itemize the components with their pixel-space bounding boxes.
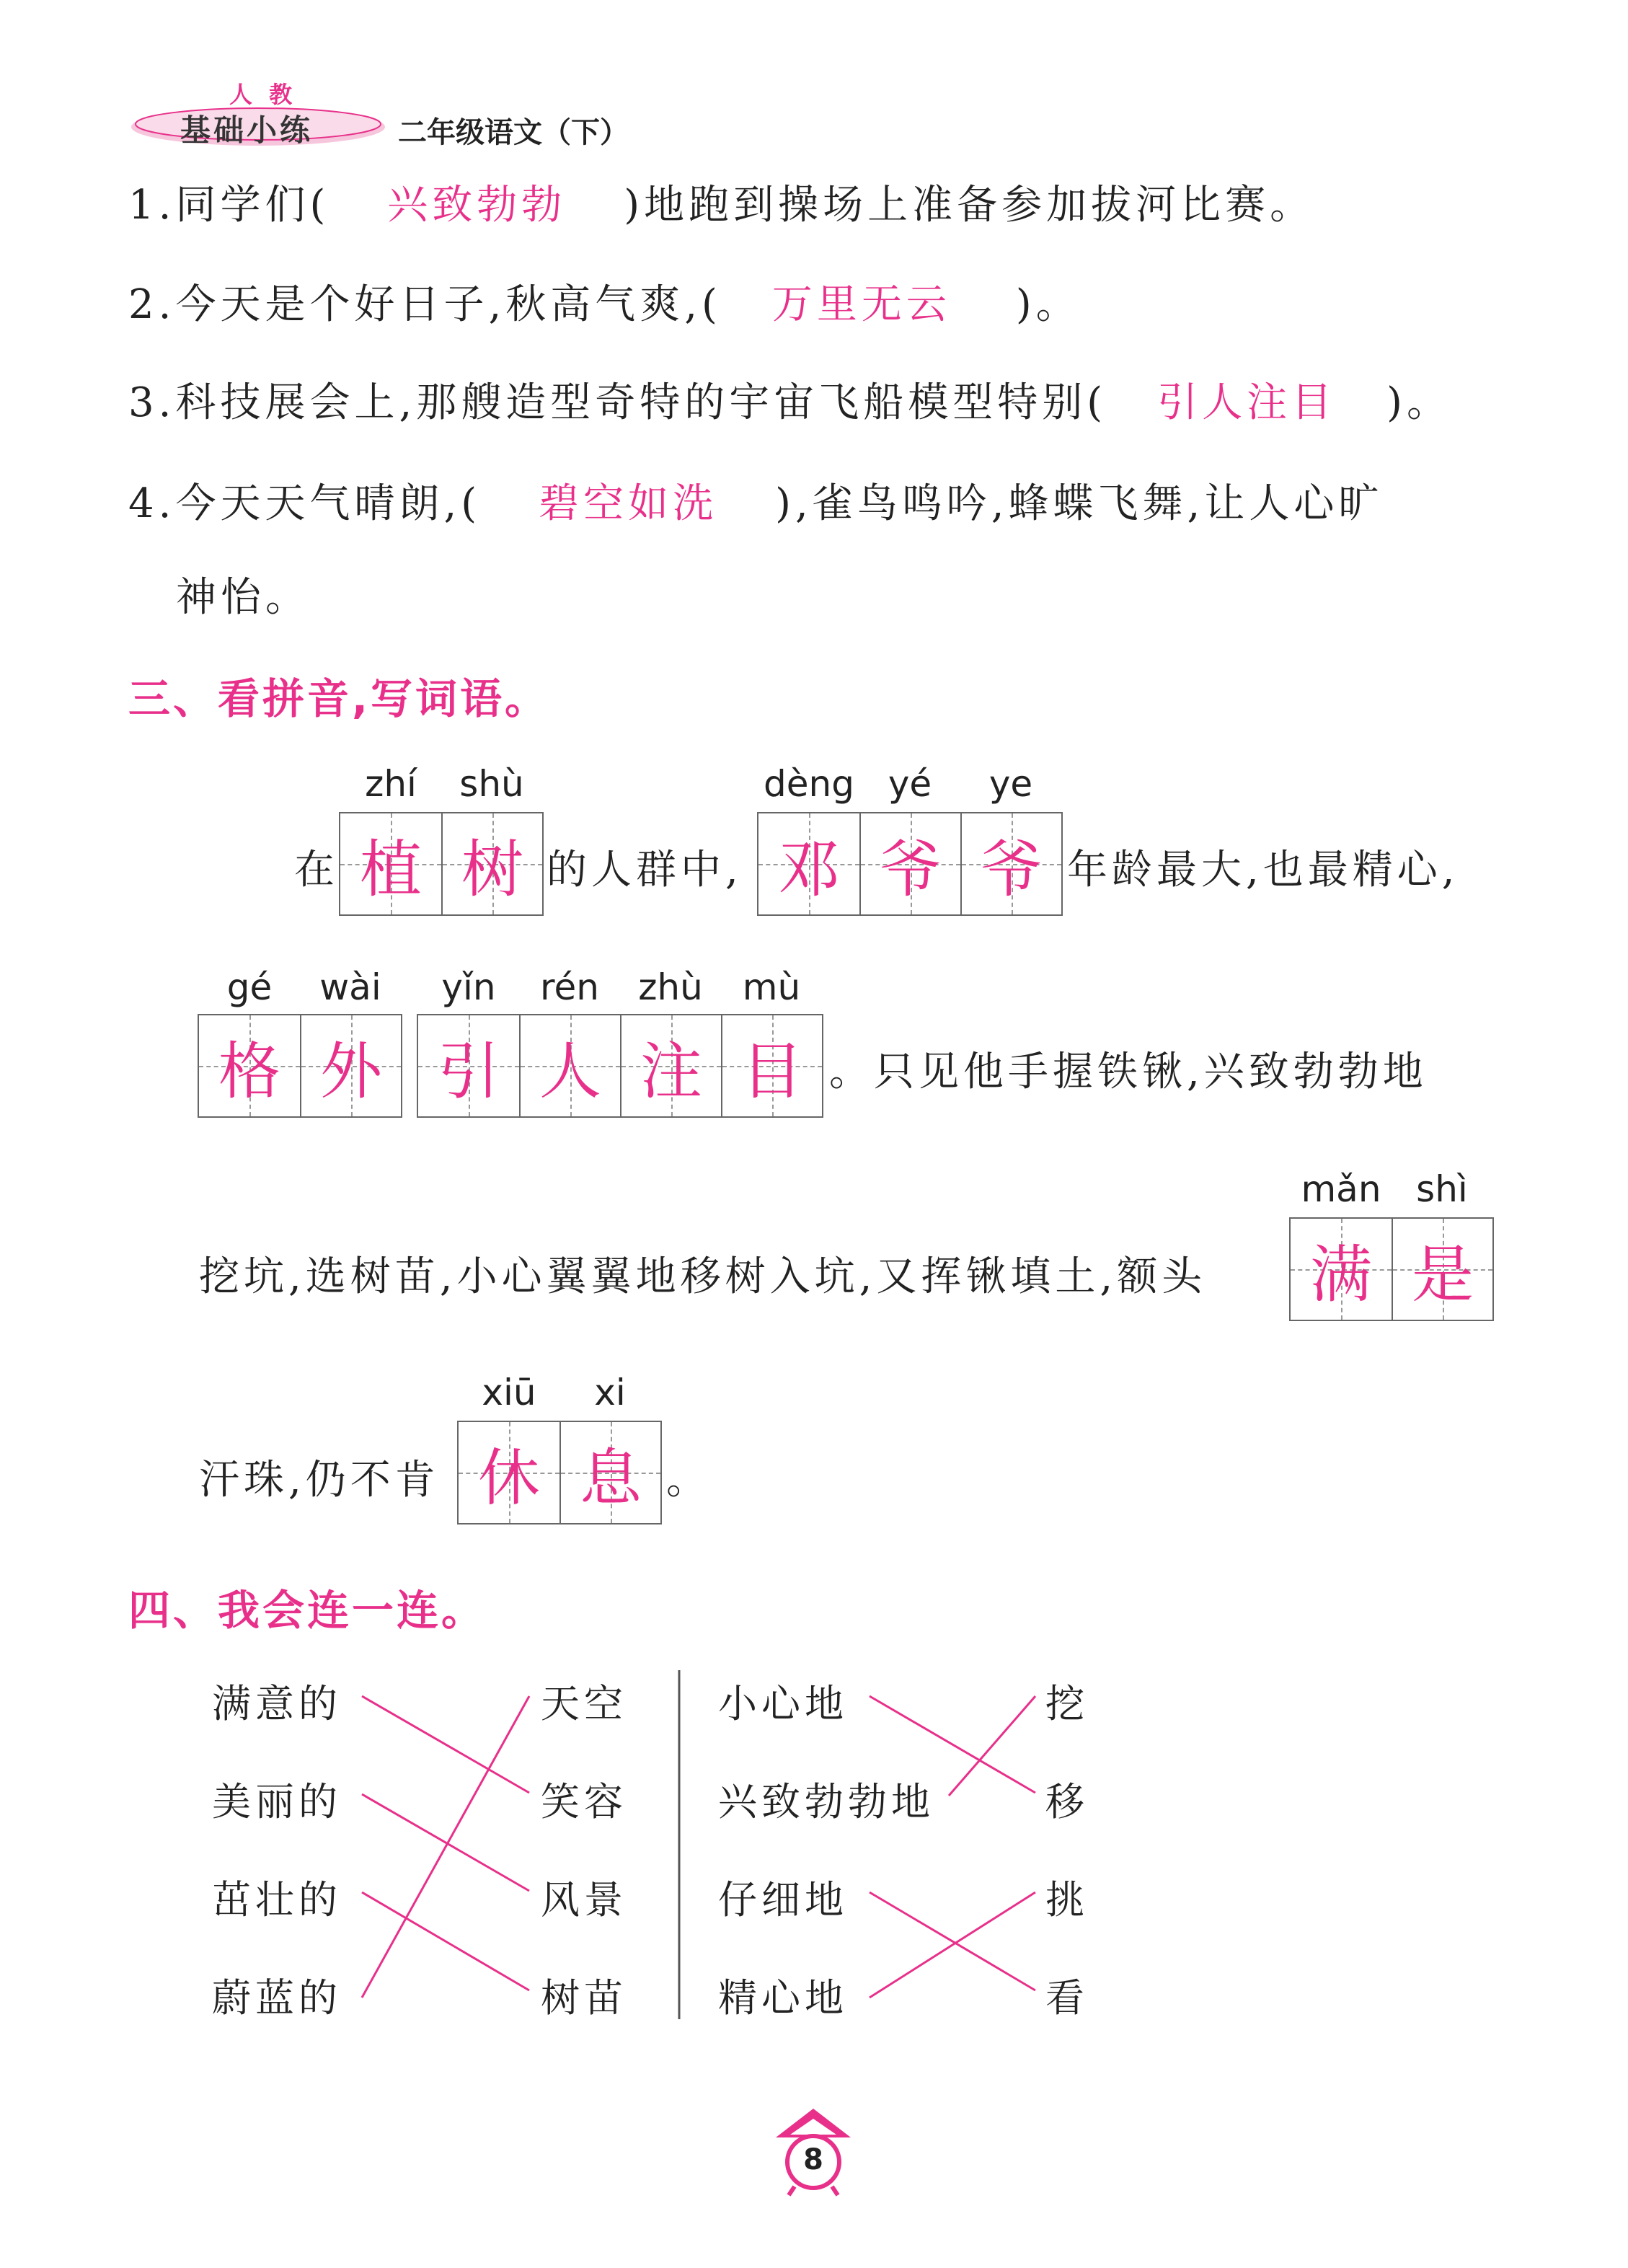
fill-line-1: [128, 173, 1314, 231]
char-cell: 注: [620, 1015, 721, 1116]
answer: 引人注目: [1157, 379, 1337, 426]
match-left-a: 蔚蓝的: [212, 1975, 342, 2021]
char-cell: 满: [1291, 1219, 1392, 1320]
char-cell: 人: [519, 1015, 620, 1116]
pinyin: shù: [459, 763, 524, 805]
line-text: )地跑到操场上准备参加拔河比赛。: [624, 182, 1315, 229]
match-line: [949, 1696, 1035, 1796]
match-right-a: 仔细地: [718, 1877, 848, 1923]
answer: 万里无云: [771, 281, 951, 328]
pinyin: xi: [594, 1372, 626, 1413]
match-right-b: 挑: [1045, 1877, 1089, 1923]
fill-line-3: [128, 371, 1451, 428]
fill-line-4-cont: 神怡。: [176, 574, 310, 621]
line-text: 同学们(: [175, 182, 330, 229]
text-segment: 。只见他手握铁锹,兴致勃勃地: [829, 1049, 1428, 1095]
match-line: [870, 1892, 1035, 1998]
char-box-yinrenzhumu: [417, 1014, 823, 1118]
line-number: 3.: [128, 379, 176, 426]
pinyin: mǎn: [1301, 1168, 1381, 1210]
char-cell: 植: [340, 813, 441, 914]
match-line: [362, 1696, 529, 1998]
text-zai: 在: [294, 847, 339, 893]
line-text: )。: [1386, 379, 1451, 426]
char-cell: 外: [300, 1015, 401, 1116]
char-cell: 目: [721, 1015, 822, 1116]
text-segment: 。: [666, 1457, 711, 1504]
section-4-title: 四、我会连一连。: [128, 1586, 487, 1635]
char-cell: 是: [1392, 1219, 1492, 1320]
char-box-dengyeye: [757, 812, 1063, 916]
match-left-a: 美丽的: [212, 1779, 342, 1824]
char-cell: 树: [441, 813, 542, 914]
match-right-a: 兴致勃勃地: [718, 1779, 934, 1824]
match-left-b: 树苗: [541, 1975, 627, 2021]
text-segment: 汗珠,仍不肯: [199, 1457, 440, 1504]
header-brand-top: 人 教: [229, 81, 297, 108]
char-cell: 息: [559, 1422, 660, 1523]
match-right-b: 移: [1045, 1779, 1089, 1824]
char-box-manshi: [1289, 1217, 1494, 1321]
line-number: 4.: [128, 480, 176, 527]
line-text: ),雀鸟鸣吟,蜂蝶飞舞,让人心旷: [775, 480, 1384, 527]
line-text: )。: [1015, 281, 1081, 328]
header-book: 二年级语文（下）: [398, 116, 629, 149]
char-cell: 爷: [960, 813, 1061, 914]
pinyin: yǐn: [441, 966, 496, 1008]
pinyin: ye: [988, 763, 1033, 805]
char-cell: 休: [459, 1422, 559, 1523]
match-line: [362, 1794, 529, 1891]
section-3-title: 三、看拼音,写词语。: [128, 674, 550, 723]
line-text: 今天是个好日子,秋高气爽,(: [175, 281, 722, 328]
text-segment: 挖坑,选树苗,小心翼翼地移树入坑,又挥锹填土,额头: [199, 1253, 1207, 1300]
line-number: 2.: [128, 281, 176, 328]
char-box-zhishu: [339, 812, 544, 916]
match-right-a: 精心地: [718, 1975, 848, 2021]
pinyin: mù: [742, 966, 801, 1008]
line-text: 科技展会上,那艘造型奇特的宇宙飞船模型特别(: [175, 379, 1107, 426]
line-number: 1.: [128, 182, 176, 229]
match-right-a: 小心地: [718, 1681, 848, 1726]
answer: 兴致勃勃: [387, 182, 567, 229]
match-line: [362, 1696, 529, 1793]
match-line: [870, 1892, 1035, 1990]
text-segment: 年龄最大,也最精心,: [1067, 847, 1459, 893]
page-number: 8: [803, 2143, 823, 2176]
header-brand: 基础小练: [180, 112, 314, 148]
pinyin: gé: [226, 966, 273, 1008]
char-box-xiuxi: [457, 1421, 662, 1524]
pinyin: zhù: [638, 966, 703, 1008]
match-left-a: 茁壮的: [212, 1877, 342, 1923]
pinyin: yé: [888, 763, 932, 805]
pinyin: rén: [540, 966, 599, 1008]
text-segment: 的人群中,: [547, 847, 743, 893]
char-cell: 爷: [859, 813, 960, 914]
match-left-b: 风景: [541, 1877, 627, 1923]
answer: 碧空如洗: [539, 480, 718, 527]
char-cell: 邓: [758, 813, 859, 914]
pinyin: shì: [1416, 1168, 1468, 1210]
pinyin: xiū: [482, 1372, 536, 1413]
match-right-b: 挖: [1045, 1681, 1089, 1726]
char-box-gewai: [198, 1014, 402, 1118]
pinyin: wài: [319, 966, 381, 1008]
char-cell: 引: [418, 1015, 519, 1116]
match-left-b: 天空: [541, 1681, 627, 1726]
fill-line-4: [128, 472, 1383, 529]
match-right-b: 看: [1045, 1975, 1089, 2021]
match-left-a: 满意的: [212, 1681, 342, 1726]
line-text: 今天天气晴朗,(: [175, 480, 482, 527]
char-cell: 格: [199, 1015, 300, 1116]
match-left-b: 笑容: [541, 1779, 627, 1824]
pinyin: zhí: [365, 763, 417, 805]
pinyin: dèng: [764, 763, 854, 805]
fill-line-2: [128, 273, 1081, 330]
match-line: [362, 1892, 529, 1990]
